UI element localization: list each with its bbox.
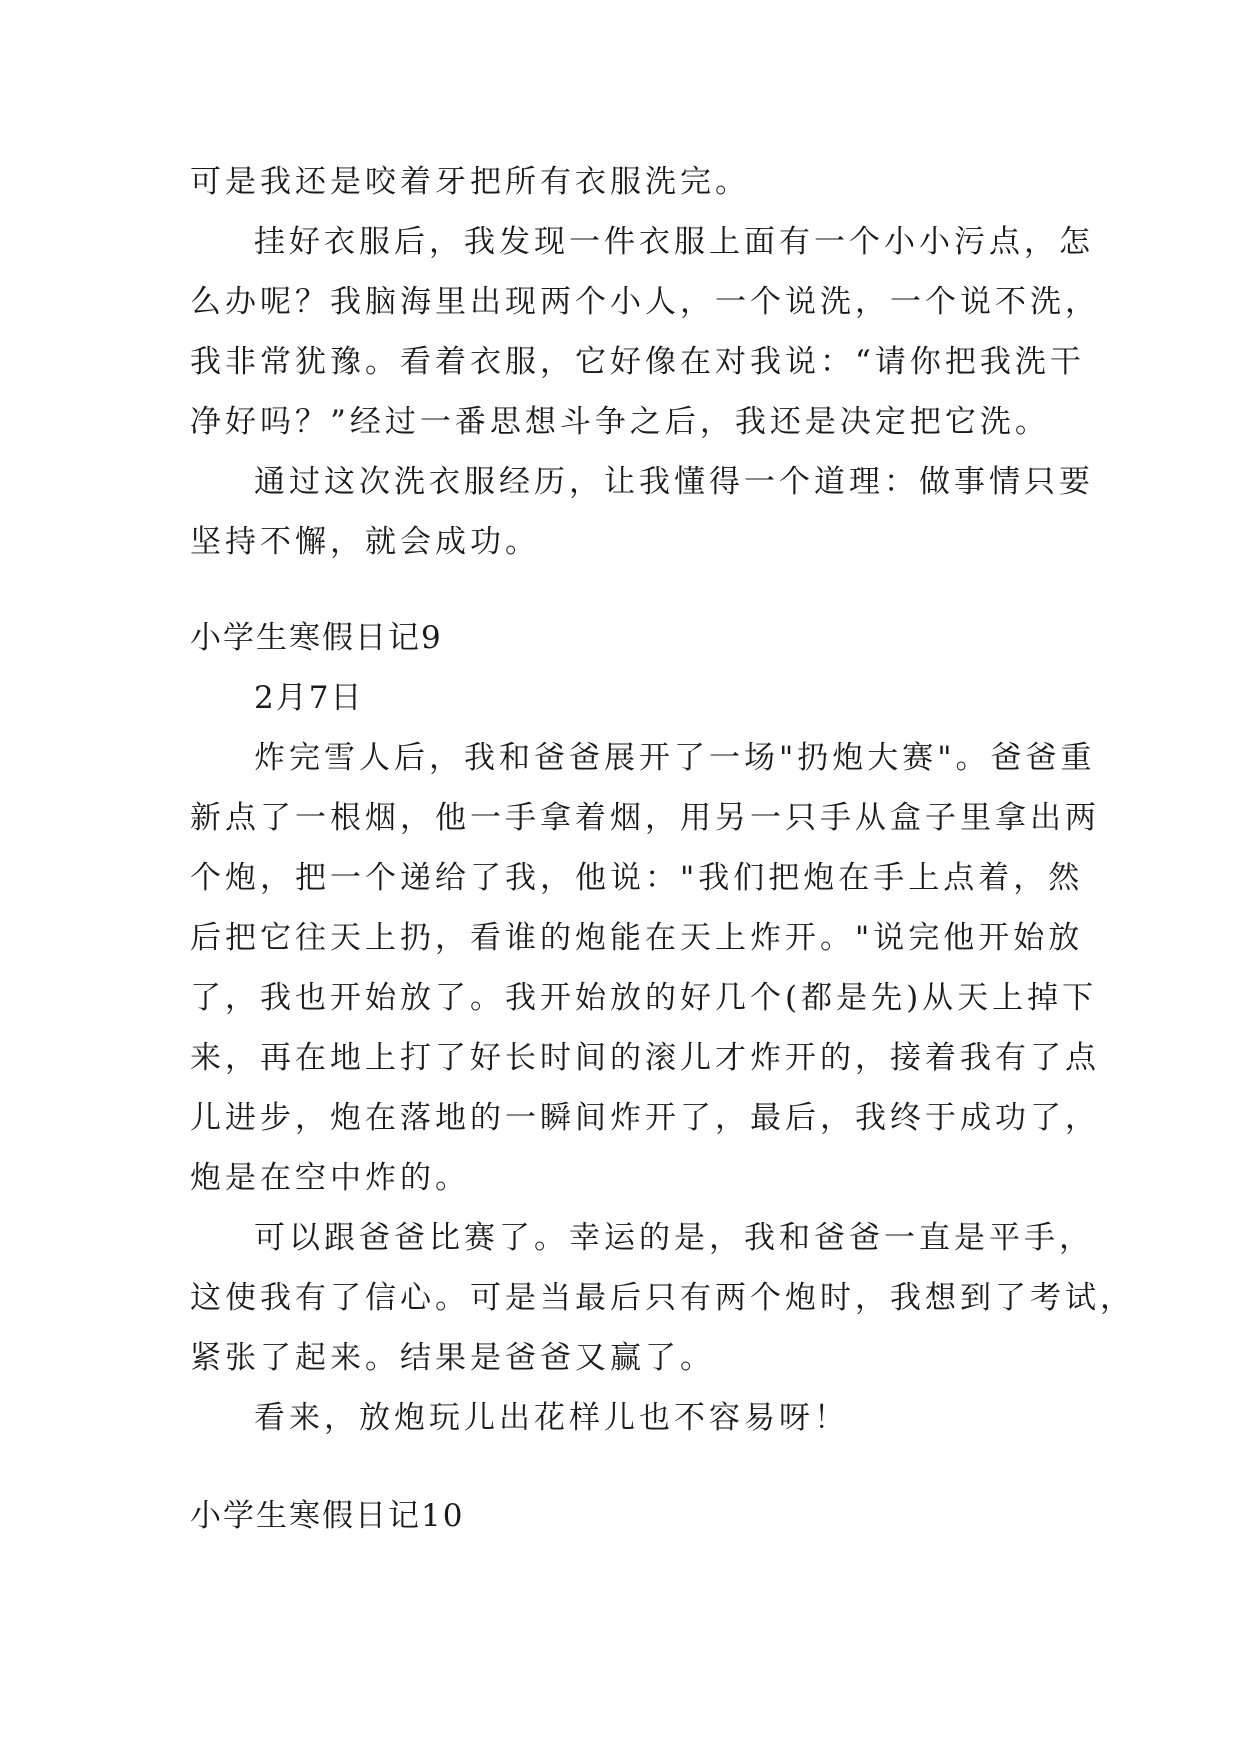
text-line: 紧张了起来。结果是爸爸又赢了。 xyxy=(190,1340,715,1376)
text-line: 炸完雪人后，我和爸爸展开了一场"扔炮大赛"。爸爸重 xyxy=(254,740,1096,776)
diary-date: 2月7日 xyxy=(254,680,364,716)
text-line: 挂好衣服后，我发现一件衣服上面有一个小小污点，怎 xyxy=(254,224,1094,260)
text-line: 么办呢？我脑海里出现两个小人，一个说洗，一个说不洗， xyxy=(190,284,1100,320)
text-line: 儿进步，炮在落地的一瞬间炸开了，最后，我终于成功了， xyxy=(190,1100,1100,1136)
text-line: 通过这次洗衣服经历，让我懂得一个道理：做事情只要 xyxy=(254,464,1094,500)
text-line: 净好吗？”经过一番思想斗争之后，我还是决定把它洗。 xyxy=(190,404,1050,440)
text-line: 可是我还是咬着牙把所有衣服洗完。 xyxy=(190,164,750,200)
text-line: 新点了一根烟，他一手拿着烟，用另一只手从盒子里拿出两 xyxy=(190,800,1100,836)
text-line: 炮是在空中炸的。 xyxy=(190,1160,470,1196)
text-line: 后把它往天上扔，看谁的炮能在天上炸开。"说完他开始放 xyxy=(190,920,1084,956)
text-line: 个炮，把一个递给了我，他说："我们把炮在手上点着，然 xyxy=(190,860,1084,896)
text-line: 这使我有了信心。可是当最后只有两个炮时，我想到了考试， xyxy=(190,1280,1135,1316)
text-line: 我非常犹豫。看着衣服，它好像在对我说：“请你把我洗干 xyxy=(190,344,1085,380)
diary-heading: 小学生寒假日记9 xyxy=(190,620,443,656)
text-line: 坚持不懈，就会成功。 xyxy=(190,524,540,560)
text-line: 看来，放炮玩儿出花样儿也不容易呀！ xyxy=(254,1400,849,1436)
diary-heading: 小学生寒假日记10 xyxy=(190,1498,465,1534)
text-line: 可以跟爸爸比赛了。幸运的是，我和爸爸一直是平手， xyxy=(254,1220,1094,1256)
text-line: 了，我也开始放了。我开始放的好几个(都是先)从天上掉下 xyxy=(190,980,1098,1016)
text-line: 来，再在地上打了好长时间的滚儿才炸开的，接着我有了点 xyxy=(190,1040,1100,1076)
